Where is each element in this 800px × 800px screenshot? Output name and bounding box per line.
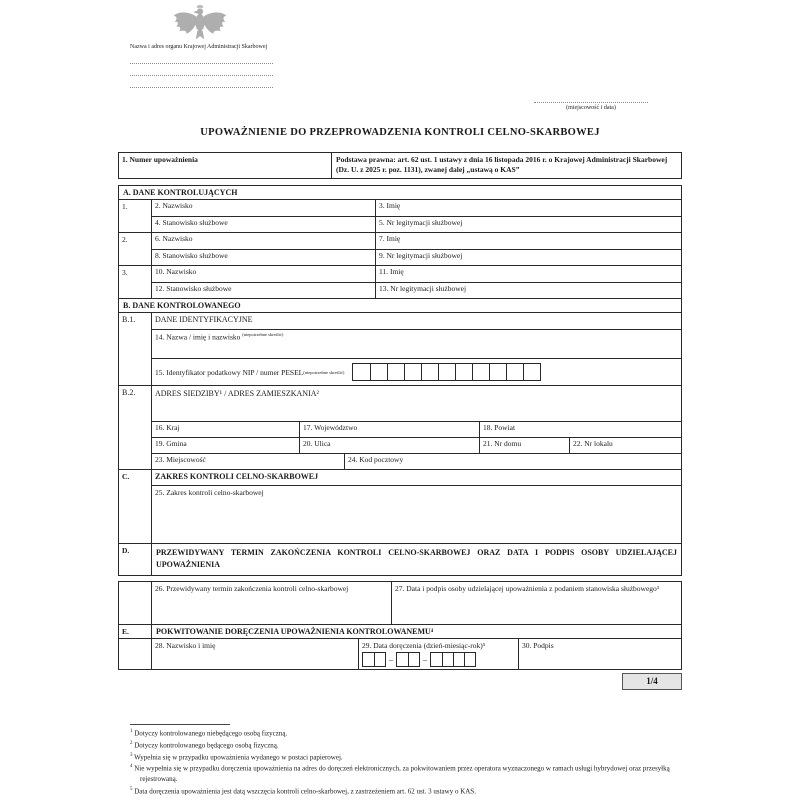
section-c-title: ZAKRES KONTROLI CELNO-SKARBOWEJ	[155, 472, 319, 481]
field-street: 20. Ulica	[300, 438, 480, 453]
date-dash: –	[423, 654, 427, 664]
place-date-blank-line	[534, 102, 648, 103]
field-country: 16. Kraj	[152, 422, 300, 437]
section-c-number: C.	[119, 470, 152, 543]
footnote-1: $^1$ Dotyczy kontrolowanego niebędącego osobą fizyczną.	[130, 729, 288, 738]
section-e-title: POKWITOWANIE DORĘCZENIA UPOWAŻNIENIA KONTROLOWANEMU⁴	[156, 626, 434, 636]
field-position: 4. Stanowisko służbowe	[152, 217, 376, 232]
main-table	[118, 185, 682, 576]
field-29-delivery-date	[359, 639, 519, 669]
field-county: 18. Powiat	[483, 423, 516, 432]
form-body	[118, 152, 682, 690]
footnote-2: $^2$ Dotyczy kontrolowanego będącego osobą fizyczną.	[130, 740, 279, 750]
footnote-4: $^4$ Nie wypełnia się w przypadku doręczenia upoważnienia na adres do doręczeń elektronicznych, za pokwitowaniem przez operatora wyznaczonego w ramach usługi hybrydowej oraz przesyłką rejestrowaną.	[130, 764, 670, 784]
field-badge-number: 9. Nr legitymacji służbowej	[379, 251, 463, 260]
field-15-nip-pesel	[152, 358, 681, 385]
field-28-surname-name: 28. Nazwisko i imię	[152, 639, 359, 669]
field-surname: 6. Nazwisko	[152, 233, 376, 249]
field-first-name: 7. Imię	[379, 234, 401, 243]
inspector-group-2	[119, 232, 681, 265]
inspector-group-1	[119, 199, 681, 232]
authority-blank-line-2	[130, 75, 273, 76]
section-b1-number: B.1.	[119, 313, 152, 385]
footnotes	[130, 724, 678, 798]
footnote-3: $^3$ Wypełnia się w przypadku upoważnienia wydanego w postaci papierowej.	[130, 752, 343, 761]
section-b2-title: ADRES SIEDZIBY¹ / ADRES ZAMIESZKANIA²	[155, 389, 319, 398]
polish-eagle-emblem	[170, 4, 230, 44]
field-15-note: (niepotrzebne skreślić)	[303, 369, 345, 375]
empty-number-cell	[119, 582, 152, 624]
footnote-5: $^5$ Data doręczenia upoważnienia jest datą wszczęcia kontroli celno-skarbowej, z zastrzeżeniem art. 62 ust. 3 ustawy o KAS.	[130, 786, 476, 796]
nip-pesel-digit-boxes	[352, 363, 541, 381]
field-29-label: 29. Data doręczenia (dzień-miesiąc-rok)⁵	[362, 640, 486, 650]
field-position: 8. Stanowisko służbowe	[152, 250, 376, 265]
authority-blank-line-3	[130, 87, 273, 88]
section-c	[119, 469, 681, 543]
field-27-date-signature: 27. Data i podpis osoby udzielającej upoważnienia z podaniem stanowiska służbowego³	[395, 583, 660, 593]
legal-basis-text: Podstawa prawna: art. 62 ust. 1 ustawy z dnia 16 listopada 2016 r. o Krajowej Administracji Skarbowej (Dz. U. z 2025 r. poz. 1131), zwanej dalej „ustawą o KAS”	[336, 155, 668, 175]
authority-blank-line-1	[130, 63, 273, 64]
empty-number-cell	[119, 639, 152, 669]
field-first-name: 11. Imię	[379, 267, 404, 276]
field-town: 23. Miejscowość	[152, 454, 345, 469]
field-flat-number: 22. Nr lokalu	[573, 439, 613, 448]
field-badge-number: 5. Nr legitymacji służbowej	[379, 218, 463, 227]
lower-table	[118, 581, 682, 670]
field-14-note: (niepotrzebne skreślić)	[242, 332, 284, 337]
authority-name-label: Nazwa i adres organu Krajowej Administracji Skarbowej	[130, 44, 268, 50]
row-number: 2.	[119, 233, 152, 265]
field-25-control-scope: 25. Zakres kontroli celno-skarbowej	[152, 485, 681, 543]
field-voivodeship: 17. Województwo	[300, 422, 480, 437]
field-badge-number: 13. Nr legitymacji służbowej	[379, 284, 467, 293]
field-postal-code: 24. Kod pocztowy	[348, 455, 404, 464]
section-e-number: E.	[119, 625, 152, 638]
field-14-label: 14. Nazwa / imię i nazwisko	[155, 332, 241, 342]
section-a-header: A. DANE KONTROLUJĄCYCH	[123, 188, 238, 197]
field-surname: 2. Nazwisko	[152, 200, 376, 216]
field-15-label: 15. Identyfikator podatkowy NIP / numer PESEL	[155, 367, 304, 377]
section-d-title: PRZEWIDYWANY TERMIN ZAKOŃCZENIA KONTROLI CELNO-SKARBOWEJ ORAZ DATA I PODPIS OSOBY UDZIELAJĄCEJ UPOWAŻNIENIA	[156, 548, 677, 570]
field-26-expected-end-date: 26. Przewidywany termin zakończenia kontroli celno-skarbowej	[152, 582, 392, 624]
row-number: 3.	[119, 266, 152, 298]
field-surname: 10. Nazwisko	[152, 266, 376, 282]
page-number-badge: 1/4	[622, 673, 682, 690]
field-first-name: 3. Imię	[379, 201, 401, 210]
section-b1-title: DANE IDENTYFIKACYJNE	[155, 315, 253, 324]
section-e	[119, 624, 681, 638]
section-d	[119, 543, 681, 575]
authorization-number-field: 1. Numer upoważnienia	[119, 153, 332, 178]
field-position: 12. Stanowisko służbowe	[152, 283, 376, 298]
date-dash: –	[389, 654, 393, 664]
row-number: 1.	[119, 200, 152, 232]
field-14-name	[152, 329, 681, 358]
field-commune: 19. Gmina	[152, 438, 300, 453]
form-title: UPOWAŻNIENIE DO PRZEPROWADZENIA KONTROLI CELNO-SKARBOWEJ	[200, 127, 600, 138]
field-30-signature: 30. Podpis	[522, 640, 554, 650]
field-house-number: 21. Nr domu	[480, 438, 570, 453]
section-b-header: B. DANE KONTROLOWANEGO	[119, 298, 681, 312]
section-d-number: D.	[119, 544, 152, 575]
place-date-label: (miejscowość i data)	[566, 105, 616, 111]
delivery-date-boxes	[362, 652, 515, 667]
section-b1	[119, 312, 681, 385]
footnote-separator	[130, 724, 230, 725]
section-b2-number: B.2.	[119, 386, 152, 469]
inspector-group-3	[119, 265, 681, 298]
intro-row	[118, 152, 682, 179]
section-b2	[119, 385, 681, 469]
